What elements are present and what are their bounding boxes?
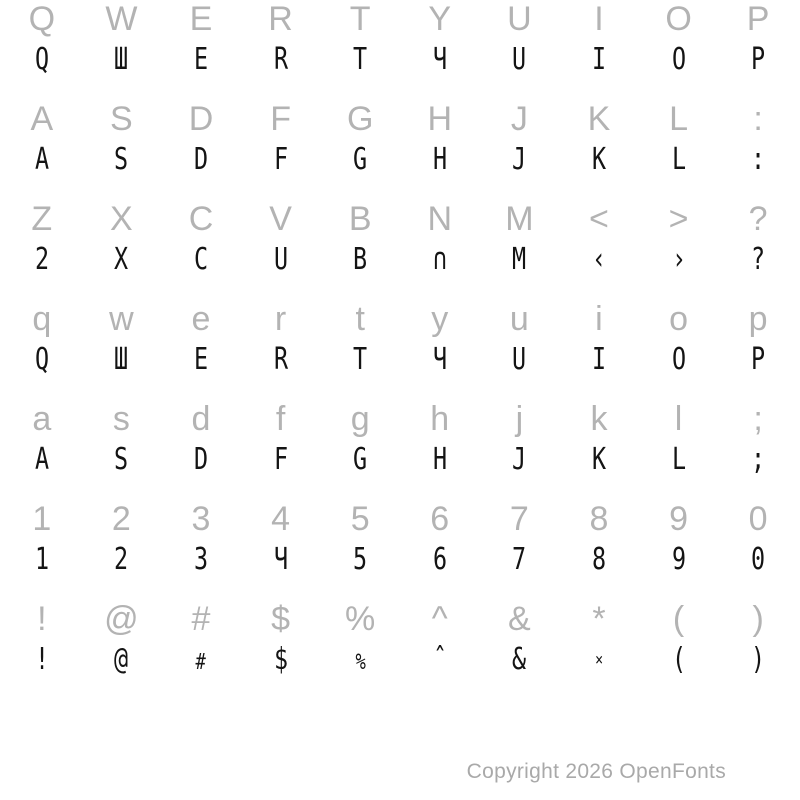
sample-glyph-char: U <box>512 342 527 377</box>
sample-glyph <box>400 342 480 377</box>
reference-glyph: ) <box>752 600 764 638</box>
specimen-row-pair <box>0 600 800 700</box>
sample-glyph <box>639 142 719 177</box>
sample-glyph-char: ∩ <box>432 242 447 277</box>
sample-glyph-char: S <box>114 142 129 177</box>
sample-glyph-char: Ч <box>273 542 288 577</box>
sample-glyph-char: Ш <box>114 342 129 377</box>
sample-glyph-char: D <box>193 142 209 177</box>
sample-glyph-char: L <box>671 142 686 177</box>
reference-glyph: ^ <box>431 600 448 638</box>
sample-glyph-char: F <box>273 142 288 177</box>
reference-glyph: u <box>509 300 529 338</box>
sample-glyph <box>559 542 639 577</box>
sample-glyph <box>82 442 162 477</box>
sample-glyph-char: 6 <box>432 542 447 577</box>
sample-glyph <box>718 142 798 177</box>
sample-glyph <box>718 542 798 577</box>
reference-glyph-row <box>0 0 800 47</box>
sample-glyph <box>480 642 560 677</box>
sample-glyph <box>82 142 162 177</box>
sample-glyph-char: $ <box>273 642 288 677</box>
sample-glyph-char: @ <box>114 642 129 677</box>
sample-glyph <box>241 542 321 577</box>
reference-glyph: B <box>348 200 372 238</box>
reference-glyph: 9 <box>669 500 688 538</box>
reference-glyph: h <box>430 400 450 438</box>
sample-glyph-char: ! <box>34 642 49 677</box>
sample-glyph-char: Ч <box>432 342 447 377</box>
reference-glyph: U <box>507 0 532 38</box>
sample-glyph-char: A <box>34 142 49 177</box>
sample-glyph-char: T <box>353 42 368 77</box>
reference-glyph: i <box>595 300 603 338</box>
reference-glyph: J <box>510 100 528 138</box>
sample-glyph-char: & <box>512 642 527 677</box>
sample-glyph <box>639 642 719 677</box>
sample-glyph-char: C <box>193 242 209 277</box>
sample-glyph <box>400 242 480 277</box>
sample-glyph-char: Ч <box>432 42 447 77</box>
reference-glyph: $ <box>271 600 291 638</box>
sample-glyph-char: › <box>671 242 686 277</box>
sample-glyph-char: 7 <box>512 542 527 577</box>
reference-glyph: O <box>665 0 692 38</box>
reference-glyph: 4 <box>271 500 291 538</box>
sample-glyph-char: ) <box>751 642 766 677</box>
sample-glyph <box>480 242 560 277</box>
sample-glyph <box>82 42 162 77</box>
sample-glyph <box>2 642 82 677</box>
reference-glyph: 3 <box>191 500 211 538</box>
copyright-text: Copyright 2026 OpenFonts <box>466 760 726 783</box>
reference-glyph: ( <box>672 600 685 638</box>
sample-glyph-row <box>0 42 800 77</box>
reference-glyph: @ <box>104 600 139 638</box>
sample-glyph-char: M <box>512 242 527 277</box>
sample-glyph-row <box>0 442 800 477</box>
reference-glyph-row <box>0 500 800 547</box>
sample-glyph <box>400 42 480 77</box>
sample-glyph <box>241 142 321 177</box>
reference-glyph: : <box>753 100 763 138</box>
sample-glyph <box>241 342 321 377</box>
sample-glyph-char: K <box>591 442 606 477</box>
reference-glyph: e <box>191 300 211 338</box>
sample-glyph <box>559 647 639 676</box>
reference-glyph: W <box>105 0 138 38</box>
sample-glyph <box>320 542 400 577</box>
sample-glyph <box>559 342 639 377</box>
reference-glyph: M <box>505 200 534 238</box>
sample-glyph <box>480 542 560 577</box>
sample-glyph <box>161 647 241 676</box>
reference-glyph: ? <box>748 200 768 238</box>
sample-glyph-char: B <box>353 242 368 277</box>
sample-glyph <box>320 342 400 377</box>
sample-glyph-char: ( <box>671 642 686 677</box>
sample-glyph <box>82 242 162 277</box>
sample-glyph <box>400 642 480 677</box>
sample-glyph-char: ? <box>751 242 766 277</box>
reference-glyph: s <box>112 400 130 438</box>
sample-glyph-row <box>0 242 800 277</box>
reference-glyph: r <box>274 300 287 338</box>
sample-glyph <box>161 142 241 177</box>
sample-glyph <box>639 242 719 277</box>
sample-glyph-char: H <box>432 442 447 477</box>
reference-glyph: 0 <box>748 500 768 538</box>
reference-glyph: q <box>32 300 52 338</box>
sample-glyph <box>161 542 241 577</box>
sample-glyph <box>480 442 560 477</box>
specimen-row-pair <box>0 500 800 600</box>
reference-glyph: I <box>594 0 604 38</box>
sample-glyph-char: 0 <box>751 542 766 577</box>
sample-glyph <box>2 542 82 577</box>
sample-glyph-char: U <box>273 242 288 277</box>
sample-glyph <box>241 42 321 77</box>
reference-glyph: j <box>515 400 524 438</box>
sample-glyph-char: % <box>355 650 366 675</box>
reference-glyph: G <box>346 100 374 138</box>
sample-glyph-char: J <box>512 442 527 477</box>
reference-glyph: < <box>589 200 609 238</box>
sample-glyph <box>82 342 162 377</box>
reference-glyph: E <box>189 0 213 38</box>
reference-glyph: X <box>110 200 133 238</box>
specimen-row-pair <box>0 200 800 300</box>
sample-glyph-char: E <box>193 42 209 77</box>
reference-glyph: L <box>669 100 688 138</box>
sample-glyph-char: # <box>195 650 207 675</box>
sample-glyph <box>320 647 400 676</box>
sample-glyph <box>2 342 82 377</box>
sample-glyph <box>320 42 400 77</box>
specimen-row-pair <box>0 300 800 400</box>
sample-glyph <box>161 442 241 477</box>
sample-glyph-char: G <box>353 142 368 177</box>
sample-glyph <box>2 442 82 477</box>
sample-glyph-char: 5 <box>353 542 368 577</box>
reference-glyph-row <box>0 300 800 347</box>
sample-glyph <box>639 442 719 477</box>
sample-glyph-char: A <box>34 442 49 477</box>
sample-glyph <box>2 42 82 77</box>
sample-glyph-char: 8 <box>591 542 606 577</box>
sample-glyph <box>241 442 321 477</box>
sample-glyph-char: T <box>353 342 368 377</box>
sample-glyph-row <box>0 642 800 677</box>
sample-glyph-char: R <box>273 342 288 377</box>
sample-glyph-char: X <box>114 242 129 277</box>
sample-glyph-char: R <box>273 42 288 77</box>
sample-glyph-char: : <box>751 142 766 177</box>
reference-glyph: D <box>188 100 214 138</box>
sample-glyph-char: D <box>193 442 209 477</box>
reference-glyph: 1 <box>32 500 52 538</box>
reference-glyph: R <box>268 0 293 38</box>
sample-glyph <box>718 42 798 77</box>
sample-glyph-row <box>0 342 800 377</box>
reference-glyph: V <box>269 200 292 238</box>
sample-glyph <box>639 342 719 377</box>
sample-glyph-char: 2 <box>34 242 49 277</box>
reference-glyph-row <box>0 100 800 147</box>
sample-glyph-char: Q <box>34 42 49 77</box>
sample-glyph-char: K <box>591 142 606 177</box>
sample-glyph-char: J <box>512 142 527 177</box>
sample-glyph-char: ‹ <box>591 242 606 277</box>
reference-glyph: f <box>275 400 286 438</box>
sample-glyph <box>161 342 241 377</box>
sample-glyph-char: P <box>751 342 766 377</box>
reference-glyph: p <box>748 300 768 338</box>
reference-glyph: t <box>355 300 365 338</box>
sample-glyph <box>480 42 560 77</box>
reference-glyph: C <box>188 200 214 238</box>
reference-glyph-row <box>0 600 800 647</box>
reference-glyph-row <box>0 400 800 447</box>
reference-glyph: > <box>668 200 689 238</box>
specimen-row-pair <box>0 400 800 500</box>
reference-glyph-row <box>0 200 800 247</box>
reference-glyph: 5 <box>350 500 370 538</box>
sample-glyph <box>320 242 400 277</box>
sample-glyph <box>161 42 241 77</box>
reference-glyph: w <box>109 300 134 338</box>
reference-glyph: T <box>349 0 371 38</box>
sample-glyph-row <box>0 542 800 577</box>
sample-glyph <box>2 242 82 277</box>
specimen-row-pair <box>0 100 800 200</box>
reference-glyph: % <box>345 600 376 638</box>
sample-glyph-char: L <box>671 442 686 477</box>
sample-glyph <box>559 142 639 177</box>
reference-glyph: Y <box>428 0 452 38</box>
sample-glyph <box>400 142 480 177</box>
sample-glyph <box>82 642 162 677</box>
reference-glyph: y <box>431 300 449 338</box>
sample-glyph-row <box>0 142 800 177</box>
sample-glyph <box>639 542 719 577</box>
sample-glyph-char: H <box>432 142 447 177</box>
sample-glyph <box>559 442 639 477</box>
sample-glyph-char: F <box>273 442 288 477</box>
sample-glyph-char: 9 <box>671 542 686 577</box>
reference-glyph: d <box>191 400 211 438</box>
reference-glyph: P <box>746 0 770 38</box>
sample-glyph <box>639 42 719 77</box>
sample-glyph <box>82 542 162 577</box>
specimen-row-pair <box>0 0 800 100</box>
sample-glyph-char: ; <box>751 442 766 477</box>
sample-glyph-char: 1 <box>34 542 49 577</box>
sample-glyph-char: × <box>594 650 603 670</box>
sample-glyph-char: 3 <box>193 542 209 577</box>
reference-glyph: Q <box>28 0 56 38</box>
reference-glyph: 7 <box>509 500 529 538</box>
sample-glyph-char: U <box>512 42 527 77</box>
sample-glyph-char: 2 <box>114 542 129 577</box>
sample-glyph-char: O <box>671 42 686 77</box>
reference-glyph: ; <box>753 400 763 438</box>
sample-glyph <box>2 142 82 177</box>
sample-glyph <box>718 642 798 677</box>
reference-glyph: l <box>674 400 683 438</box>
sample-glyph <box>718 442 798 477</box>
sample-glyph-char: E <box>193 342 209 377</box>
sample-glyph <box>559 42 639 77</box>
reference-glyph: o <box>669 300 688 338</box>
sample-glyph <box>559 242 639 277</box>
reference-glyph: N <box>427 200 453 238</box>
sample-glyph <box>400 442 480 477</box>
sample-glyph-char: P <box>751 42 766 77</box>
sample-glyph <box>718 342 798 377</box>
reference-glyph: S <box>110 100 133 138</box>
reference-glyph: F <box>270 100 291 138</box>
sample-glyph <box>320 442 400 477</box>
sample-glyph-char: G <box>353 442 368 477</box>
sample-glyph <box>241 242 321 277</box>
reference-glyph: k <box>590 400 608 438</box>
sample-glyph <box>400 542 480 577</box>
reference-glyph: g <box>350 400 370 438</box>
reference-glyph: ! <box>37 600 47 638</box>
sample-glyph <box>241 642 321 677</box>
sample-glyph <box>718 242 798 277</box>
sample-glyph <box>320 142 400 177</box>
sample-glyph-char: I <box>591 342 606 377</box>
reference-glyph: & <box>508 600 531 638</box>
sample-glyph <box>480 342 560 377</box>
reference-glyph: H <box>427 100 453 138</box>
reference-glyph: 8 <box>589 500 609 538</box>
reference-glyph: * <box>592 600 606 638</box>
reference-glyph: A <box>30 100 54 138</box>
reference-glyph: 2 <box>111 500 131 538</box>
sample-glyph-char: Ш <box>114 42 129 77</box>
sample-glyph-char: I <box>591 42 606 77</box>
reference-glyph: a <box>32 400 52 438</box>
reference-glyph: K <box>587 100 611 138</box>
sample-glyph-char: O <box>671 342 686 377</box>
sample-glyph <box>161 242 241 277</box>
sample-glyph <box>480 142 560 177</box>
sample-glyph-char: ˆ <box>432 642 447 677</box>
sample-glyph-char: Q <box>34 342 49 377</box>
reference-glyph: Z <box>31 200 53 238</box>
reference-glyph: # <box>191 600 211 638</box>
reference-glyph: 6 <box>430 500 450 538</box>
sample-glyph-char: S <box>114 442 129 477</box>
